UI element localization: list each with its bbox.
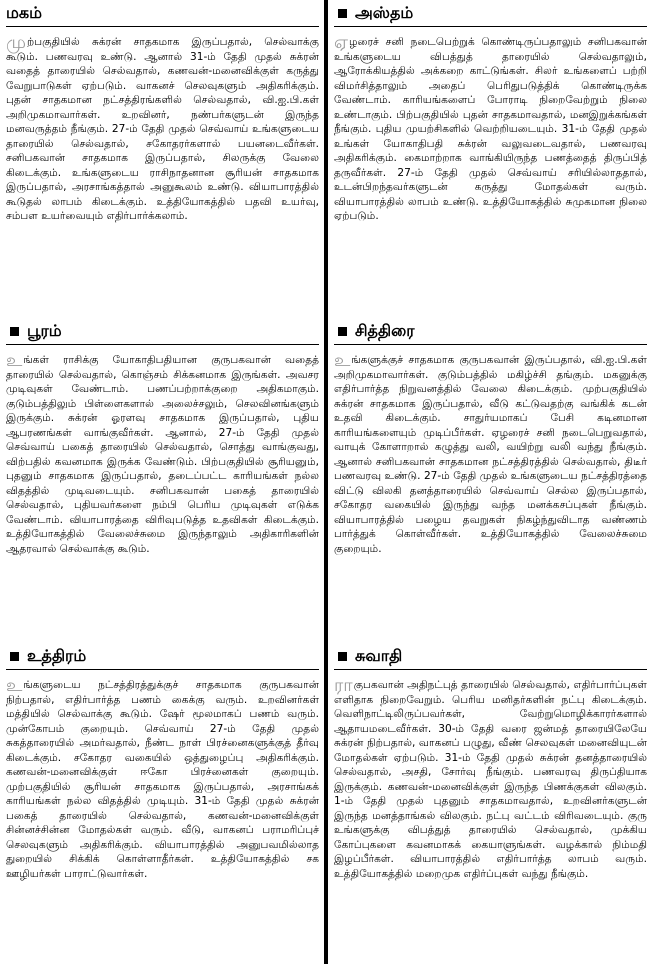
section-header — [6, 645, 319, 667]
section-title: சுவாதி — [355, 646, 403, 665]
section-poorum — [6, 320, 319, 618]
section-body — [334, 678, 647, 963]
drop-cap: உ — [6, 353, 23, 371]
section-text: ங்கள் ராசிக்கு யோகாதிபதியான குருபகவான் வதைத் தாரையில் செல்வதால், கொஞ்சம் சிக்கனமாக இருங்கள். அவசர முடிவுகள் வேண்டாம். பணப்பற்றாக்குறை அதிகமாகும். குடும்பத்திலும் பிள்ளைகளால் அலைச்சலும், செலவினங்களும் இருக்கும். சுக்ரன் ஓரளவு சாதகமாக இருப்பதால், புதிய ஆபரணங்கள் வாங்குவீர்கள். ஆனால், 27-ம் தேதி முதல் செவ்வாய் பகைத் தாரையில் செல்வதால், சொத்து வாங்குவது, விற்பதில் கவனமாக இருக்க வேண்டும். பிற்பகுதியில் சூரியனும், புதனும் சாதகமாக இருப்பதால், தடைப்பட்ட காரியங்கள் நல்ல விதத்தில் முடிவடையும். சனிபகவான் பகைத் தாரையில் செல்வதால், புதியவர்களை நம்பி பெரிய முடிவுகள் எடுக்க வேண்டாம். வியாபாரத்தை விரிவுபடுத்த உதவிகள் கிடைக்கும். உத்தியோகத்தில் வேலைச்சுமை இருந்தாலும் அதிகாரிகளின் ஆதரவால் செல்வாக்கு கூடும். — [6, 354, 319, 555]
square-bullet-icon — [338, 327, 347, 336]
section-magam — [6, 2, 319, 300]
section-header — [6, 320, 319, 342]
section-title: மகம் — [6, 3, 42, 22]
column-divider — [324, 0, 328, 964]
drop-cap: உ — [334, 353, 351, 371]
section-chithirai — [334, 320, 647, 618]
header-rule — [6, 344, 319, 345]
drop-cap: ரா — [334, 678, 353, 696]
section-body — [6, 35, 319, 300]
section-text: குபகவான் அதிநட்புத் தாரையில் செல்வதால், எதிர்பார்ப்புகள் எளிதாக நிறைவேறும். பெரிய மனிதர்களின் நட்பு கிடைக்கும். வெளிநாட்டிலிருப்பவர்கள், வேற்றுமொழிக்காரர்களால் ஆதாயமடைவீர்கள். 30-ம் தேதி வரை ஜன்மத் தாரையிலேயே சுக்ரன் நிற்பதால், வாகனப் பழுது, வீண் செலவுகள் மனைவியுடன் மோதல்கள் ஏற்படும். 31-ம் தேதி முதல் சுக்ரன் தனத்தாரையில் செல்வதால், அசதி, சோர்வு நீங்கும். பணவரவு திருப்தியாக இருக்கும். கணவன்-மனைவிக்குள் இருந்த பிணக்குகள் விலகும். 1-ம் தேதி முதல் புதனும் சாதகமாவதால், உறவினர்களுடன் இருந்த மனத்தாங்கல் விலகும். நட்பு வட்டம் விரிவடையும். குரு உங்களுக்கு விபத்துத் தாரையில் செல்வதால், முக்கிய கோப்புகளை கவனமாகக் கையாளுங்கள். வழக்கால் நிம்மதி இழப்பீர்கள். வியாபாரத்தில் எதிர்பார்த்த லாபம் வரும். உத்தியோகத்தில் மறைமுக எதிர்ப்புகள் வந்து நீங்கும். — [334, 679, 647, 880]
square-bullet-icon — [338, 9, 347, 18]
drop-cap: மு — [6, 35, 26, 53]
header-rule — [6, 26, 319, 27]
drop-cap: உ — [6, 678, 23, 696]
section-body — [6, 353, 319, 618]
section-swathi — [334, 645, 647, 963]
section-body — [334, 353, 647, 618]
section-title: அஸ்தம் — [355, 3, 414, 22]
header-rule — [334, 669, 647, 670]
square-bullet-icon — [10, 327, 19, 336]
section-title: சித்திரை — [355, 321, 415, 340]
section-text: ழரைச் சனி நடைபெற்றுக் கொண்டிருப்பதாலும் சனிபகவான் உங்களுடைய விபத்துத் தாரையில் செல்வதாலும், ஆரோக்கியத்தில் அக்கறை காட்டுங்கள். சிலர் உங்களைப் பற்றி விமர்சித்தாலும் அதைப் பெரிதுபடுத்திக் கொண்டிருக்க வேண்டாம். காரியங்களைப் போராடி நிறைவேற்றும் நிலை உண்டாகும். பிற்பகுதியில் புதன் சாதகமாவதால், மனஇறுக்கங்கள் நீங்கும். புதிய முயற்சிகளில் வெற்றியடையும். 31-ம் தேதி முதல் உங்கள் யோகாதிபதி சுக்ரன் வலுவடைவதால், பணவரவு அதிகரிக்கும். கைமாற்றாக வாங்கியிருந்த பணத்தைத் திருப்பித் தருவீர்கள். 27-ம் தேதி முதல் செவ்வாய் சரியில்லாததால், உடன்பிறந்தவர்களுடன் கருத்து மோதல்கள் வரும். வியாபாரத்தில் லாபம் உண்டு. உத்தியோகத்தில் சுமுகமான நிலை ஏற்படும். — [334, 36, 647, 222]
section-astham — [334, 2, 647, 300]
section-header — [334, 645, 647, 667]
section-header — [6, 2, 319, 24]
section-title: பூரம் — [27, 321, 62, 340]
section-text: ங்களுக்குச் சாதகமாக குருபகவான் இருப்பதால், வி.ஐ.பி.கள் அறிமுகமாவார்கள். குடும்பத்தில் மகிழ்ச்சி தங்கும். மகனுக்கு எதிர்பார்த்த நிறுவனத்தில் வேலை கிடைக்கும். முற்பகுதியில் சுக்ரன் சாதகமாக இருப்பதால், வீடு கட்டுவதற்கு வங்கிக் கடன் உதவி கிடைக்கும். சாதுர்யமாகப் பேசி கடினமான காரியங்களையும் முடிப்பீர்கள். ஏழரைச் சனி நடைபெறுவதால், வாயுக் கோளாறால் கழுத்து வலி, வயிற்று வலி வந்து நீங்கும். ஆனால் சனிபகவான் சாதகமான நட்சத்திரத்தில் செல்வதால், திடீர் பணவரவு உண்டு. 27-ம் தேதி முதல் உங்களுடைய நட்சத்திரத்தை விட்டு விலகி தனத்தாரையில் செவ்வாய் செல்ல இருப்பதால், சகோதர வகையில் இருந்து வந்த மனக்கசப்புகள் நீங்கும். வியாபாரத்தில் பழைய தவறுகள் நிகழ்ந்துவிடாத வண்ணம் பார்த்துக் கொள்வீர்கள். உத்தியோகத்தில் வேலைச்சுமை குறையும். — [334, 354, 647, 555]
section-body — [334, 35, 647, 300]
section-header — [334, 320, 647, 342]
section-title: உத்திரம் — [27, 646, 87, 665]
section-text: ற்பகுதியில் சுக்ரன் சாதகமாக இருப்பதால், செல்வாக்கு கூடும். பணவரவு உண்டு. ஆனால் 31-ம் தேதி முதல் சுக்ரன் வதைத் தாரையில் செல்வதால், கணவன்-மனைவிக்குள் கருத்து வேறுபாடுகள் ஏற்படும். வாகனச் செலவுகளும் அதிகரிக்கும். புதன் சாதகமான நட்சத்திரங்களில் செல்வதால், வி.ஐ.பி.கள் அறிமுகமாவார்கள். உறவினர், நண்பர்களுடன் இருந்த மனவருத்தம் நீங்கும். 27-ம் தேதி முதல் செவ்வாய் உங்களுடைய தாரையில் செல்வதால், சகோதரர்களால் பயனடைவீர்கள். சனிபகவான் சாதகமாக இருப்பதால், சிலருக்கு வேலை கிடைக்கும். உங்களுடைய ராசிநாதனான சூரியன் சாதகமாக இருப்பதால், அரசாங்கத்தால் அனுகூலம் உண்டு. வியாபாரத்தில் கூடுதல் லாபம் கிடைக்கும். உத்தியோகத்தில் பதவி உயர்வு, சம்பள உயர்வையும் எதிர்பார்க்கலாம். — [6, 36, 319, 222]
drop-cap: ஏ — [334, 35, 349, 53]
section-body — [6, 678, 319, 963]
square-bullet-icon — [338, 652, 347, 661]
square-bullet-icon — [10, 652, 19, 661]
section-text: ங்களுடைய நட்சத்திரத்துக்குச் சாதகமாக குருபகவான் நிற்பதால், எதிர்பார்த்த பணம் கைக்கு வரும். உறவினர்கள் மத்தியில் செல்வாக்கு கூடும். ஷேர் மூலமாகப் பணம் வரும். முன்கோபம் குறையும். செவ்வாய் 27-ம் தேதி முதல் சுகத்தாரையில் அமர்வதால், நீண்ட நாள் பிரச்னைகளுக்குத் தீர்வு கிடைக்கும். சகோதர வகையில் ஒத்துழைப்பு அதிகரிக்கும். கணவன்-மனைவிக்குள் ஈகோ பிரச்னைகள் குறையும். முற்பகுதியில் சூரியன் சாதகமாக இருப்பதால், அரசாங்கக் காரியங்கள் நல்ல விதத்தில் முடியும். 31-ம் தேதி முதல் சுக்ரன் பகைத் தாரையில் செல்வதால், கணவன்-மனைவிக்குள் சின்னச்சின்ன மோதல்கள் வரும். வீடு, வாகனப் பராமரிப்புச் செலவுகளும் அதிகரிக்கும். வியாபாரத்தில் அனுபவமில்லாத துறையில் சிக்கிக் கொள்ளாதீர்கள். உத்தியோகத்தில் சக ஊழியர்கள் பாராட்டுவார்கள். — [6, 679, 319, 880]
header-rule — [334, 344, 647, 345]
header-rule — [334, 26, 647, 27]
header-rule — [6, 669, 319, 670]
section-header — [334, 2, 647, 24]
section-uthiram — [6, 645, 319, 963]
